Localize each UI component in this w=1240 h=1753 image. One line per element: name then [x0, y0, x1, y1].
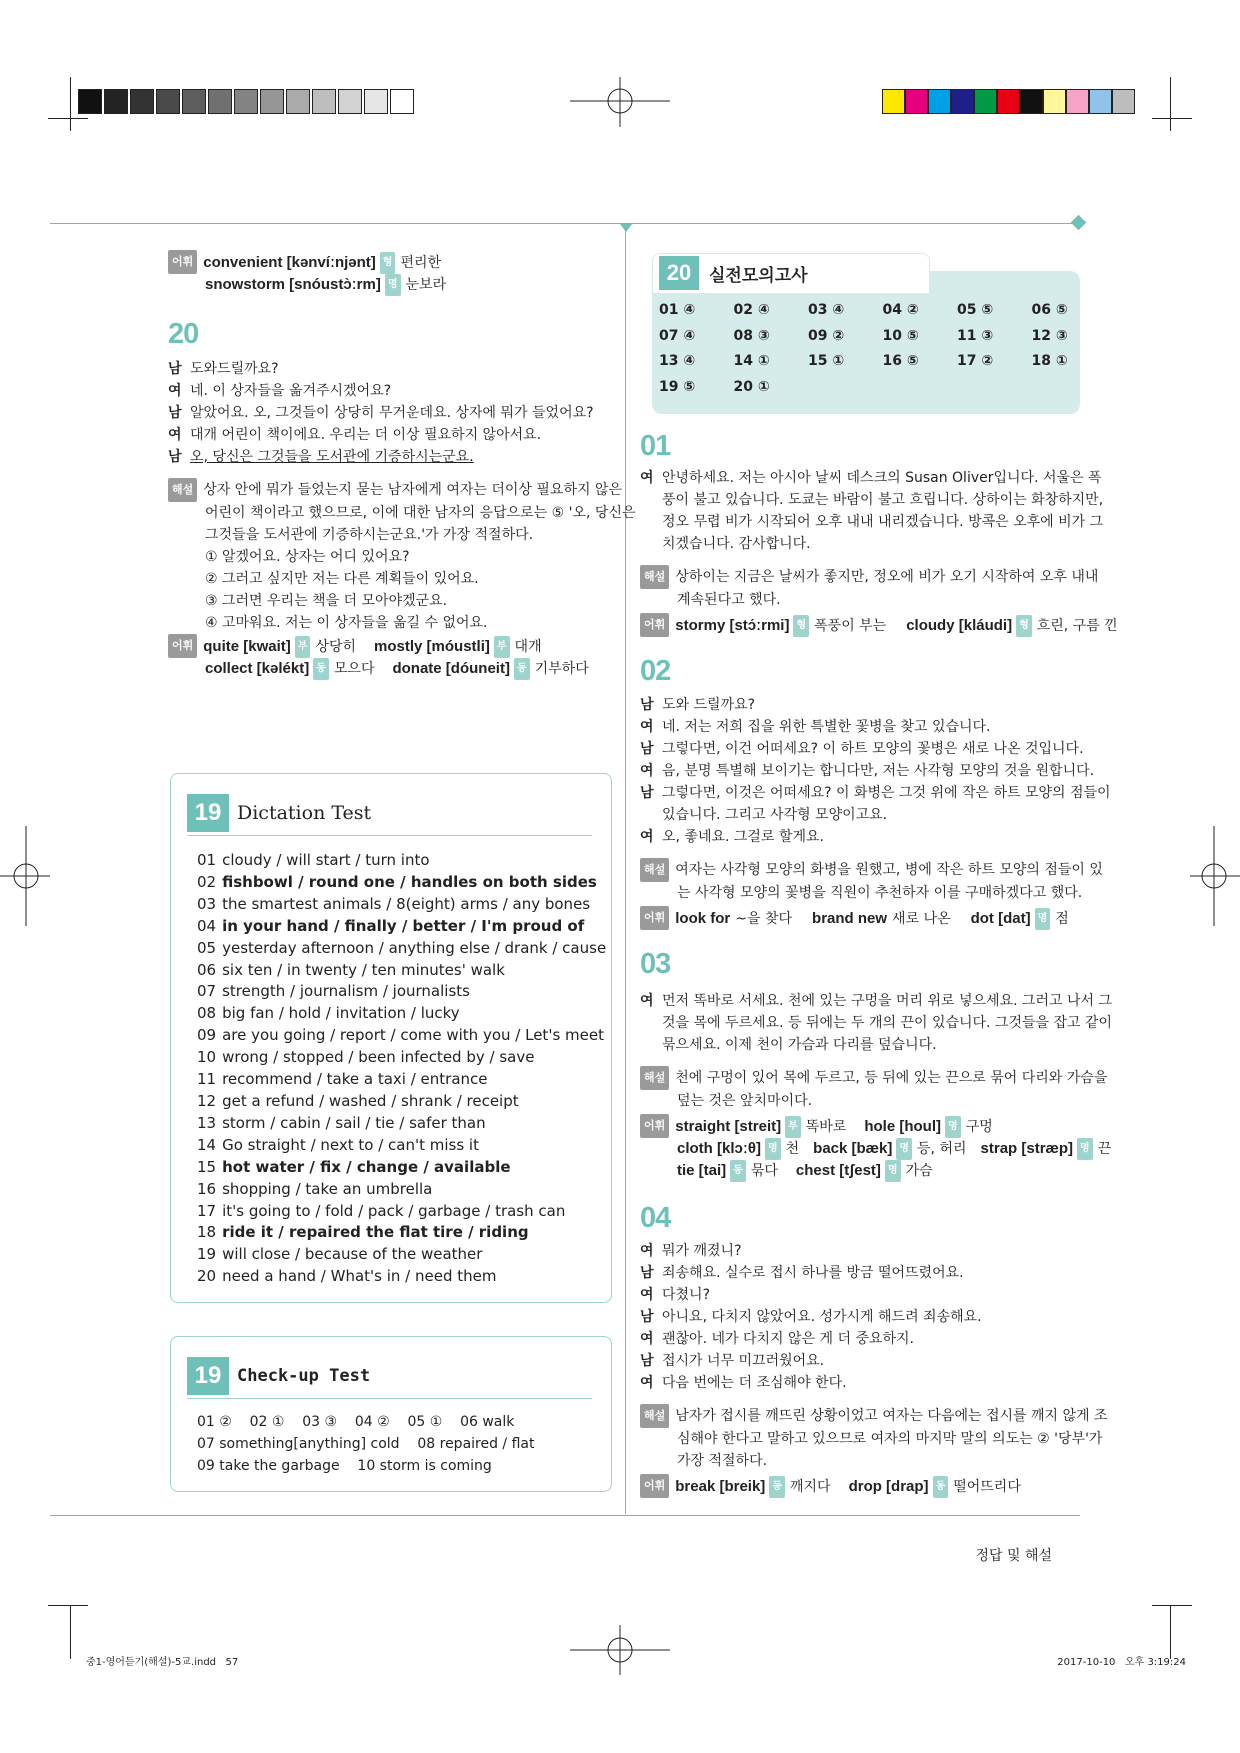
- timestamp: 2017-10-10 오후 3:19:24: [1057, 1657, 1186, 1668]
- dialogue-q20: 남 도와드릴까요? 여 네. 이 상자들을 옮겨주시겠어요? 남 알았어요. 오, 그것들이 상당히 무거운데요. 상자에 뭐가 들었어요? 여 대개 어린이 책이에요. 우리는 더 이상 필요하지 않아서요. 남 오, 당신은 그것들을 도서관에 기증하시는군요.: [168, 361, 594, 465]
- vocab-q04: 어휘 break [breik] 동 깨지다 drop [drap] 동 떨어뜨리다: [640, 1474, 1021, 1498]
- dictation-item: 15 hot water / fix / change / available: [197, 1157, 511, 1176]
- color-swatch: [1112, 89, 1135, 114]
- registration-mark-top: [570, 77, 670, 127]
- gray-swatch: [364, 89, 388, 114]
- gray-swatch: [130, 89, 154, 114]
- dictation-item: 20 need a hand / What's in / need them: [197, 1267, 497, 1286]
- color-swatch: [882, 89, 905, 114]
- answer-item: 01 ④: [659, 302, 696, 318]
- gray-swatch: [286, 89, 310, 114]
- dictation-item: 06 six ten / in twenty / ten minutes' walk: [197, 960, 505, 979]
- passage-q03: 여 먼저 똑바로 서세요. 천에 있는 구멍을 머리 위로 넣으세요. 그러고 나서 그 것을 목에 두르세요. 등 뒤에는 두 개의 끈이 있습니다. 그것들을 잡고 같이 묶으세요. 이제 천이 가슴과 다리를 덮습니다.: [640, 993, 1113, 1053]
- checkup-answers: 01 ② 02 ① 03 ③ 04 ② 05 ① 06 walk 07 something[anything] cold 08 repaired / flat 09 take the garbage 10 storm is coming: [197, 1414, 535, 1474]
- color-swatch: [1043, 89, 1066, 114]
- answer-item: 04 ②: [882, 302, 919, 318]
- answer-box-header: 20 실전모의고사: [659, 256, 808, 290]
- dictation-item: 11 recommend / take a taxi / entrance: [197, 1070, 488, 1089]
- color-swatch: [1089, 89, 1112, 114]
- answer-item: 11 ③: [957, 327, 994, 344]
- gray-swatch: [78, 89, 102, 114]
- divider-arrow: [620, 224, 632, 232]
- section-number-01: 01: [640, 430, 671, 462]
- answer-item: 17 ②: [957, 353, 994, 369]
- header-diamond: [1071, 215, 1087, 231]
- answer-item: 16 ⑤: [882, 353, 919, 369]
- explanation-q02: 해설 여자는 사각형 모양의 화병을 원했고, 병에 작은 하트 모양의 점들이 있 는 사각형 모양의 꽃병을 직원이 추천하자 이를 구매하겠다고 했다.: [640, 858, 1103, 904]
- answer-item: 10 ⑤: [882, 327, 919, 344]
- dictation-test-box: [170, 773, 612, 1303]
- checkup-test-box: [170, 1336, 612, 1492]
- explanation-q04: 해설 남자가 접시를 깨뜨린 상황이었고 여자는 다음에는 접시를 깨지 않게 조 심해야 한다고 말하고 있으므로 여자의 마지막 말의 의도는 ② '당부'가 가장 적절하다.: [640, 1404, 1108, 1472]
- color-swatch: [905, 89, 928, 114]
- gray-swatch: [104, 89, 128, 114]
- dictation-title: Dictation Test: [237, 802, 372, 824]
- gray-swatch: [260, 89, 284, 114]
- answer-item: 13 ④: [659, 353, 696, 369]
- explanation-q01: 해설 상하이는 지금은 날씨가 좋지만, 정오에 비가 오기 시작하여 오후 내내 계속된다고 했다.: [640, 565, 1098, 611]
- answer-item: 14 ①: [733, 353, 770, 369]
- column-divider: [625, 224, 626, 1514]
- section-number-03: 03: [640, 948, 671, 980]
- header-rule: [50, 223, 1080, 224]
- dictation-item: 18 ride it / repaired the flat tire / riding: [197, 1223, 529, 1242]
- dictation-item: 01 cloudy / will start / turn into: [197, 851, 430, 869]
- registration-mark-bottom: [570, 1625, 670, 1675]
- dictation-item: 02 fishbowl / round one / handles on both sides: [197, 872, 597, 891]
- color-swatch: [928, 89, 951, 114]
- gray-swatch: [234, 89, 258, 114]
- gray-swatch: [208, 89, 232, 114]
- answer-item: 12 ③: [1031, 327, 1068, 344]
- dictation-item: 10 wrong / stopped / been infected by / save: [197, 1048, 535, 1067]
- answer-item: 15 ①: [808, 353, 845, 369]
- dialogue-q04: 여 뭐가 깨졌니? 남 죄송해요. 실수로 접시 하나를 방금 떨어뜨렸어요. 여 다쳤니? 남 아니요, 다치지 않았어요. 성가시게 해드려 죄송해요. 여 괜찮아. 네가 다치지 않은 게 더 중요하지. 남 접시가 너무 미끄러웠어요. 여 다음 번에는 더 조심해야 한다.: [640, 1243, 982, 1391]
- registration-mark-left: [0, 826, 50, 926]
- page-label: 정답 및 해설: [975, 1548, 1052, 1564]
- dictation-item: 12 get a refund / washed / shrank / receipt: [197, 1091, 519, 1110]
- file-info: 중1-영어듣기(해설)-5교.indd 57: [86, 1657, 239, 1668]
- vocab-q03: 어휘 straight [streit] 부 똑바로 hole [houl] 명 구멍 cloth [klɔːθ] 명 천 back [bæk] 명 등, 허리 strap [stræp] 명 끈 tie [tai] 동 묶다 chest [tʃest] 명 가슴: [640, 1114, 1111, 1182]
- explanation-q20: 해설 상자 안에 뭐가 들었는지 묻는 남자에게 여자는 더이상 필요하지 않은 어린이 책이라고 했으므로, 이에 대한 남자의 응답으로는 ⑤ '오, 당신은 그것들을 도서관에 기증하시는군요.'가 가장 적절하다. ① 알겠어요. 상자는 어디 있어요? ② 그러고 싶지만 저는 다른 계획들이 있어요. ③ 그러면 우리는 책을 더 모아야겠군요. ④ 고마워요. 저는 이 상자들을 옮길 수 없어요.: [168, 478, 613, 634]
- dictation-list: [197, 850, 606, 1288]
- checkup-number: 19: [187, 1357, 229, 1395]
- answer-item: 02 ④: [733, 302, 770, 318]
- section-number-04: 04: [640, 1202, 671, 1234]
- dictation-item: 09 are you going / report / come with you / Let's meet: [197, 1026, 604, 1045]
- answer-item: 05 ⑤: [957, 302, 994, 318]
- section-number-20: 20: [168, 318, 199, 350]
- dialogue-q02: 남 도와 드릴까요? 여 네. 저는 저희 집을 위한 특별한 꽃병을 찾고 있습니다. 남 그렇다면, 이건 어떠세요? 이 하트 모양의 꽃병은 새로 나온 것입니다. 여 음, 분명 특별해 보이기는 합니다만, 저는 사각형 모양의 것을 원합니다. 남 그렇다면, 이것은 어떠세요? 이 화병은 그것 위에 작은 하트 모양의 점들이 있습니다. 그리고 사각형 모양이고요. 여 오, 좋네요. 그걸로 할게요.: [640, 697, 1111, 845]
- answer-item: 09 ②: [808, 327, 845, 344]
- vocab-top: 어휘 convenient [kənvíːnjənt] 형 편리한 snowstorm [snóustɔ̀ːrm] 명 눈보라: [168, 250, 446, 296]
- vocab-q01: 어휘 stormy [stɔ́ːrmi] 형 폭풍이 부는 cloudy [kláudi] 형 흐린, 구름 낀: [640, 613, 1118, 637]
- gray-swatch: [156, 89, 180, 114]
- dictation-item: 14 Go straight / next to / can't miss it: [197, 1135, 479, 1154]
- gray-swatch: [390, 89, 414, 114]
- color-swatch: [1020, 89, 1043, 114]
- dictation-item: 16 shopping / take an umbrella: [197, 1179, 433, 1198]
- dictation-item: 19 will close / because of the weather: [197, 1245, 483, 1264]
- dictation-item: 03 the smartest animals / 8(eight) arms / any bones: [197, 894, 591, 913]
- explanation-q03: 해설 천에 구멍이 있어 목에 두르고, 등 뒤에 있는 끈으로 묶어 다리와 가슴을 덮는 것은 앞치마이다.: [640, 1066, 1107, 1112]
- dictation-number: 19: [187, 794, 229, 832]
- answer-item: 06 ⑤: [1031, 302, 1068, 318]
- gray-swatch: [182, 89, 206, 114]
- dictation-item: 13 storm / cabin / sail / tie / safer than: [197, 1113, 486, 1132]
- footer-rule: [50, 1515, 1080, 1516]
- passage-q01: 여 안녕하세요. 저는 아시아 날씨 데스크의 Susan Oliver입니다. 서울은 폭 풍이 불고 있습니다. 도쿄는 바람이 불고 흐립니다. 상하이는 화창하지만, 정오 무렵 비가 시작되어 오후 내내 내리겠습니다. 방콕은 오후에 비가 그 치겠습니다. 감사합니다.: [640, 470, 1104, 552]
- answer-item: 03 ④: [808, 302, 845, 318]
- dictation-item: 07 strength / journalism / journalists: [197, 982, 470, 1001]
- color-swatch: [1066, 89, 1089, 114]
- dictation-item: 05 yesterday afternoon / anything else / drank / cause: [197, 938, 607, 957]
- answer-item: 08 ③: [733, 327, 770, 344]
- section-number-02: 02: [640, 655, 671, 687]
- dictation-item: 17 it's going to / fold / pack / garbage / trash can: [197, 1201, 566, 1220]
- vocab-q02: 어휘 look for ~을 찾다 brand new 새로 나온 dot [dat] 명 점: [640, 906, 1069, 930]
- gray-swatch: [338, 89, 362, 114]
- registration-mark-right: [1190, 826, 1240, 926]
- answer-item: 19 ⑤: [659, 378, 696, 395]
- answer-item: 20 ①: [733, 378, 770, 395]
- color-swatch: [997, 89, 1020, 114]
- answer-item: 18 ①: [1031, 353, 1068, 369]
- color-swatch: [951, 89, 974, 114]
- answer-item: 07 ④: [659, 327, 696, 344]
- dictation-item: 08 big fan / hold / invitation / lucky: [197, 1004, 460, 1023]
- color-swatch: [974, 89, 997, 114]
- gray-swatch: [312, 89, 336, 114]
- checkup-title: Check-up Test: [237, 1366, 371, 1386]
- vocab-q20: 어휘 quite [kwait] 부 상당히 mostly [móustli] 부 대개 collect [kəlékt] 동 모으다 donate [dóuneit] 동 기부하다: [168, 634, 589, 680]
- dictation-item: 04 in your hand / finally / better / I'm proud of: [197, 916, 585, 935]
